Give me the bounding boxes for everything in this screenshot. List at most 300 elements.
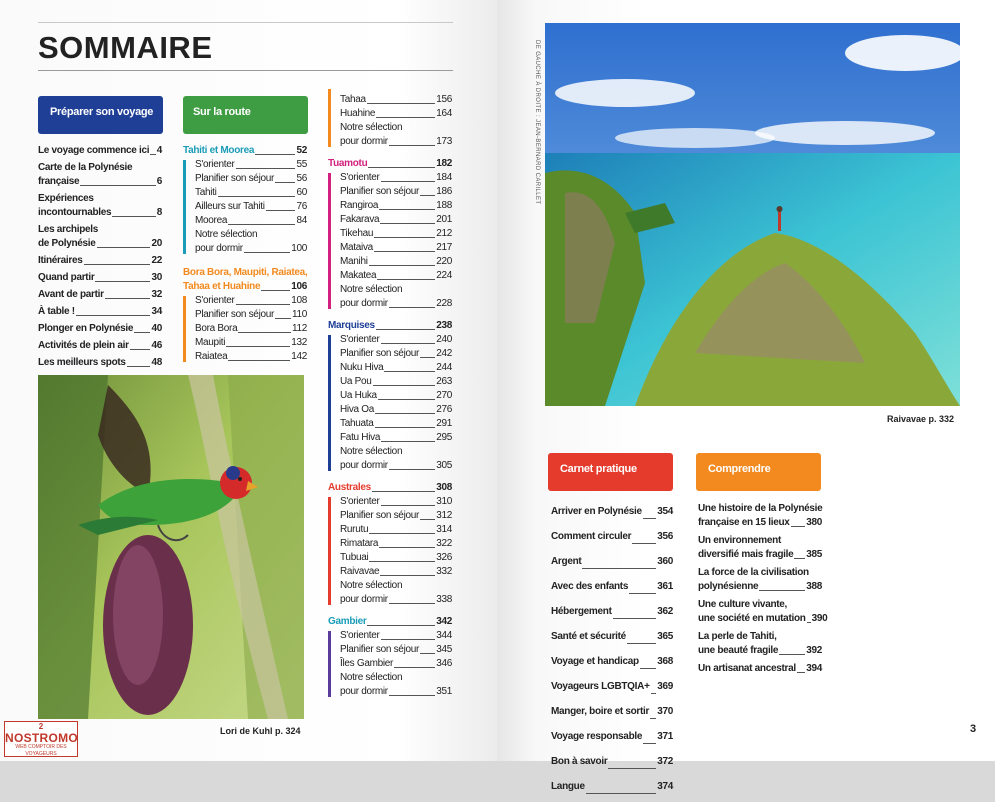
toc-entry-page: 388 (806, 581, 822, 592)
toc-entry-label: Ua Huka (340, 390, 377, 401)
toc-entry[interactable] (698, 502, 822, 530)
toc-group (328, 615, 452, 699)
toc-entry-page: 345 (436, 644, 452, 655)
toc-entry-label: Notre sélection (340, 580, 403, 591)
toc-entry-label: Voyage responsable (551, 731, 643, 742)
toc-entry-row (195, 308, 307, 322)
toc-entry-label: Quand partir (38, 272, 95, 283)
toc-entry-page: 228 (436, 298, 452, 309)
toc-entry[interactable] (195, 186, 307, 200)
toc-entry[interactable] (340, 403, 452, 417)
toc-entry[interactable] (551, 577, 673, 597)
leader-dots (379, 547, 435, 548)
toc-entry[interactable] (38, 288, 162, 302)
leader-dots (608, 768, 656, 769)
toc-entry-row (340, 495, 452, 509)
toc-entry-label: Planifier son séjour (340, 510, 420, 521)
toc-entry-label: Une culture vivante, (698, 599, 788, 610)
toc-entry-label: Rangiroa (340, 200, 379, 211)
group-title-row[interactable] (328, 319, 452, 333)
toc-entry-page: 188 (436, 200, 452, 211)
toc-entry[interactable] (551, 502, 673, 522)
toc-entry-page: 22 (151, 255, 162, 266)
toc-entry[interactable] (38, 144, 162, 158)
toc-entry-page: 217 (436, 242, 452, 253)
toc-entry-label: Raivavae (340, 566, 380, 577)
toc-entry-label: Tahuata (340, 418, 374, 429)
leader-dots (112, 216, 155, 217)
toc-entry-row (698, 612, 828, 626)
toc-entry-row (340, 537, 452, 551)
group-title-label: Tahaa et Huahine (183, 281, 261, 292)
toc-entry[interactable] (698, 662, 822, 676)
leader-dots (105, 298, 151, 299)
toc-entry[interactable] (38, 322, 162, 336)
leader-dots (389, 307, 435, 308)
toc-entry[interactable] (195, 350, 307, 364)
group-items (183, 158, 307, 256)
toc-entry-page: 346 (436, 658, 452, 669)
group-title-label: Marquises (328, 320, 375, 331)
toc-entry-page: 291 (436, 418, 452, 429)
toc-entry-page: 394 (806, 663, 822, 674)
toc-entry-page: 244 (436, 362, 452, 373)
leader-dots (261, 290, 290, 291)
group-title: Bora Bora, Maupiti, Raiatea, (183, 267, 308, 278)
group-title-page: 238 (436, 320, 452, 331)
toc-entry-label: Moorea (195, 215, 228, 226)
toc-entry-label: Tahiti (195, 187, 217, 198)
toc-entry-page: 356 (657, 531, 673, 542)
toc-entry-row (340, 685, 452, 699)
page-title: SOMMAIRE (38, 30, 213, 65)
toc-entry[interactable] (340, 565, 452, 579)
parrot-illustration (38, 375, 304, 719)
toc-entry-page: 84 (296, 215, 307, 226)
toc-entry-page: 310 (436, 496, 452, 507)
photo-raivavae (545, 23, 960, 406)
toc-entry-row (698, 580, 822, 594)
toc-entry-label-line2: française en 15 lieux (698, 517, 790, 528)
toc-entry[interactable] (340, 417, 452, 431)
toc-entry-row (340, 509, 452, 523)
leader-dots (275, 318, 291, 319)
page-number: 3 (970, 723, 977, 735)
toc-entry[interactable] (340, 389, 452, 403)
top-rule (38, 22, 453, 23)
leader-dots (651, 693, 657, 694)
section-header-sur-la-route: Sur la route (183, 96, 308, 134)
toc-entry-label: Huahine (340, 108, 376, 119)
toc-entry-label: Langue (551, 781, 585, 792)
toc-entry[interactable] (195, 158, 307, 172)
toc-entry-label: Notre sélection (340, 446, 403, 457)
leader-dots (794, 558, 805, 559)
group-title-row[interactable] (328, 157, 452, 171)
toc-entry-row (551, 652, 673, 672)
group-title-row[interactable] (183, 144, 307, 158)
toc-entry-label: À table ! (38, 306, 75, 317)
toc-entry-row (551, 527, 673, 547)
toc-entry[interactable] (551, 602, 673, 622)
leader-dots (394, 667, 435, 668)
toc-entry-label: Santé et sécurité (551, 631, 626, 642)
toc-entry[interactable] (38, 223, 162, 251)
toc-entry-page: 361 (657, 581, 673, 592)
group-color-bar (328, 335, 331, 471)
toc-entry-page: 76 (296, 201, 307, 212)
toc-entry-row (340, 227, 452, 241)
group-color-bar (183, 160, 186, 254)
toc-entry-page: 314 (436, 524, 452, 535)
toc-entry-page: 360 (657, 556, 673, 567)
toc-entry-row (38, 254, 162, 268)
toc-entry-label-line2: de Polynésie (38, 238, 96, 249)
toc-entry-row (340, 241, 452, 255)
toc-entry[interactable] (340, 537, 452, 551)
toc-entry[interactable] (340, 361, 452, 375)
toc-entry-row (195, 336, 307, 350)
toc-entry-label: S'orienter (340, 630, 380, 641)
leader-dots (381, 441, 435, 442)
toc-entry-label: Comment circuler (551, 531, 632, 542)
toc-entry[interactable] (195, 228, 307, 256)
toc-entry-page: 370 (657, 706, 673, 717)
toc-entry-row (340, 297, 452, 311)
leader-dots (384, 371, 435, 372)
toc-group (183, 144, 307, 256)
toc-entry[interactable] (38, 339, 162, 353)
toc-entry[interactable] (340, 375, 452, 389)
toc-entry-row (551, 677, 673, 697)
leader-dots (134, 332, 150, 333)
leader-dots (375, 427, 436, 428)
toc-entry-label-line2: incontournables (38, 207, 112, 218)
toc-entry-page: 30 (151, 272, 162, 283)
toc-entry-label-line2: polynésienne (698, 581, 759, 592)
toc-entry-row (38, 339, 162, 353)
leader-dots (389, 603, 435, 604)
group-items-continued (328, 93, 452, 149)
toc-entry-page: 305 (436, 460, 452, 471)
toc-entry-page: 344 (436, 630, 452, 641)
toc-entry-page: 369 (657, 681, 673, 692)
toc-entry-label: Planifier son séjour (340, 644, 420, 655)
toc-entry-page: 40 (151, 323, 162, 334)
group-title-page: 106 (291, 281, 307, 292)
group-title-page: 52 (296, 145, 307, 156)
toc-entry-label: Les archipels (38, 224, 99, 235)
toc-entry-page: 132 (291, 337, 307, 348)
toc-entry-label: Ailleurs sur Tahiti (195, 201, 265, 212)
leader-dots (420, 357, 435, 358)
leader-dots (369, 265, 436, 266)
toc-entry-row (551, 702, 673, 722)
section-header-comprendre: Comprendre (696, 453, 821, 491)
toc-entry[interactable] (340, 551, 452, 565)
toc-entry-label: Bora Bora (195, 323, 238, 334)
group-items (328, 333, 452, 473)
toc-entry-label-line2: pour dormir (195, 243, 243, 254)
toc-entry[interactable] (551, 627, 673, 647)
leader-dots (374, 237, 435, 238)
group-title-row[interactable] (183, 280, 307, 294)
toc-entry-label: Avant de partir (38, 289, 104, 300)
toc-entry[interactable] (551, 552, 673, 572)
toc-entry[interactable] (340, 579, 452, 607)
toc-entry-page: 270 (436, 390, 452, 401)
toc-entry-row (38, 144, 162, 158)
toc-entry-label-line2: pour dormir (340, 460, 388, 471)
toc-entry[interactable] (698, 534, 822, 562)
toc-entry[interactable] (551, 752, 673, 772)
toc-entry-row (340, 185, 452, 199)
toc-entry-page: 332 (436, 566, 452, 577)
toc-entry-row (195, 158, 307, 172)
toc-entry[interactable] (340, 227, 452, 241)
toc-entry-page: 368 (657, 656, 673, 667)
toc-entry-page: 6 (156, 176, 162, 187)
toc-entry-row (195, 322, 307, 336)
toc-entry[interactable] (340, 509, 452, 523)
toc-entry-page: 4 (156, 145, 162, 156)
toc-entry-row (340, 333, 452, 347)
leader-dots (643, 743, 656, 744)
leader-dots (613, 618, 657, 619)
toc-entry-page: 380 (806, 517, 822, 528)
toc-entry-row (340, 593, 452, 607)
group-title-row[interactable] (328, 481, 452, 495)
toc-entry-label: Un artisanat ancestral (698, 663, 796, 674)
toc-entry[interactable] (195, 214, 307, 228)
leader-dots (420, 519, 435, 520)
title-rule (38, 70, 453, 71)
leader-dots (378, 399, 435, 400)
toc-entry-row (195, 172, 307, 186)
toc-entry-label: Bon à savoir (551, 756, 608, 767)
toc-entry[interactable] (340, 283, 452, 311)
toc-entry-label: Tahaa (340, 94, 366, 105)
nostromo-logo: 2 NOSTROMO WEB COMPTOIR DES VOYAGEURS (5, 722, 79, 757)
toc-entry-row (38, 356, 162, 370)
toc-entry[interactable] (698, 598, 828, 626)
toc-entry-row (340, 269, 452, 283)
toc-entry[interactable] (340, 241, 452, 255)
toc-entry[interactable] (340, 255, 452, 269)
toc-entry-label: Carte de la Polynésie (38, 162, 133, 173)
toc-entry[interactable] (698, 566, 822, 594)
leader-dots (791, 526, 806, 527)
leader-dots (226, 346, 290, 347)
leader-dots (97, 247, 151, 248)
toc-entry[interactable] (340, 523, 452, 537)
toc-entry-row (551, 502, 673, 522)
toc-entry-label: Mataiva (340, 242, 373, 253)
section-header-preparer: Préparer son voyage (38, 96, 163, 134)
toc-entry-page: 100 (291, 243, 307, 254)
toc-entry-row (340, 551, 452, 565)
toc-entry-row (38, 206, 162, 220)
toc-entry[interactable] (195, 308, 307, 322)
toc-entry-page: 60 (296, 187, 307, 198)
group-title-page: 308 (436, 482, 452, 493)
island-landscape (545, 23, 960, 406)
toc-entry-label: Rurutu (340, 524, 369, 535)
toc-entry-label: Itinéraires (38, 255, 83, 266)
toc-entry[interactable] (38, 305, 162, 319)
leader-dots (650, 718, 656, 719)
toc-entry-row (551, 752, 673, 772)
toc-entry[interactable] (340, 347, 452, 361)
toc-entry[interactable] (551, 702, 673, 722)
toc-entry-row (340, 629, 452, 643)
group-color-bar (328, 89, 331, 147)
leader-dots (218, 196, 296, 197)
toc-entry[interactable] (340, 495, 452, 509)
leader-dots (76, 315, 151, 316)
toc-entry-page: 372 (657, 756, 673, 767)
leader-dots (379, 209, 435, 210)
toc-entry[interactable] (551, 527, 673, 547)
group-title-label: Australes (328, 482, 371, 493)
toc-entry-page: 365 (657, 631, 673, 642)
toc-entry-row (340, 389, 452, 403)
toc-entry-page: 142 (291, 351, 307, 362)
toc-entry[interactable] (38, 356, 162, 370)
toc-entry-row (698, 548, 822, 562)
toc-entry-row (340, 403, 452, 417)
toc-entry-page: 108 (291, 295, 307, 306)
toc-entry[interactable] (195, 336, 307, 350)
toc-entry-label: Une histoire de la Polynésie (698, 503, 823, 514)
toc-entry-label-line2: pour dormir (340, 686, 388, 697)
leader-dots (632, 543, 656, 544)
leader-dots (807, 622, 811, 623)
leader-dots (80, 185, 156, 186)
toc-entry[interactable] (340, 629, 452, 643)
toc-entry-row (698, 516, 822, 530)
toc-entry-page: 186 (436, 186, 452, 197)
toc-entry-page: 392 (806, 645, 822, 656)
toc-entry[interactable] (551, 652, 673, 672)
toc-entry[interactable] (340, 199, 452, 213)
toc-entry-row (340, 565, 452, 579)
toc-entry-page: 46 (151, 340, 162, 351)
toc-entry-label: Manger, boire et sortir (551, 706, 650, 717)
toc-entry-label: Tubuai (340, 552, 369, 563)
group-color-bar (183, 296, 186, 362)
toc-entry-page: 390 (811, 613, 828, 624)
toc-entry-row (340, 93, 452, 107)
toc-group (328, 319, 452, 473)
toc-entry[interactable] (38, 271, 162, 285)
toc-entry-label: S'orienter (340, 172, 380, 183)
toc-entry-label: Manihi (340, 256, 368, 267)
leader-dots (389, 695, 435, 696)
toc-entry-page: 201 (436, 214, 452, 225)
leader-dots (420, 653, 435, 654)
toc-entry[interactable] (340, 671, 452, 699)
toc-entry-row (698, 644, 822, 658)
toc-entry[interactable] (340, 107, 452, 121)
leader-dots (640, 668, 656, 669)
toc-entry-page: 362 (657, 606, 673, 617)
toc-entry[interactable] (340, 213, 452, 227)
toc-entry[interactable] (340, 657, 452, 671)
toc-entry[interactable] (195, 294, 307, 308)
toc-entry[interactable] (340, 93, 452, 107)
toc-entry-label: Planifier son séjour (340, 348, 420, 359)
toc-entry-label: La force de la civilisation (698, 567, 809, 578)
toc-entry[interactable] (340, 333, 452, 347)
toc-entry-row (340, 431, 452, 445)
toc-entry-row (340, 171, 452, 185)
toc-entry-label: Arriver en Polynésie (551, 506, 642, 517)
toc-entry-label: Hébergement (551, 606, 612, 617)
toc-entry-page: 184 (436, 172, 452, 183)
leader-dots (369, 561, 435, 562)
toc-entry[interactable] (340, 121, 452, 149)
toc-entry[interactable] (551, 777, 673, 797)
toc-column-sur-la-route (183, 144, 307, 364)
toc-column-comprendre (698, 502, 828, 680)
toc-entry[interactable] (340, 431, 452, 445)
toc-entry-row (195, 294, 307, 308)
leader-dots (381, 639, 436, 640)
toc-entry-label: Rimatara (340, 538, 379, 549)
leader-dots (380, 223, 435, 224)
leader-dots (374, 251, 435, 252)
leader-dots (389, 145, 435, 146)
toc-entry-row (195, 242, 307, 256)
toc-entry-row (340, 107, 452, 121)
toc-entry-page: 20 (151, 238, 162, 249)
toc-entry[interactable] (195, 322, 307, 336)
toc-entry[interactable] (340, 269, 452, 283)
leader-dots (381, 505, 436, 506)
toc-entry[interactable] (195, 172, 307, 186)
toc-entry[interactable] (38, 254, 162, 268)
leader-dots (369, 533, 435, 534)
leader-dots (266, 210, 296, 211)
toc-entry-page: 371 (657, 731, 673, 742)
leader-dots (582, 568, 656, 569)
toc-entry-page: 312 (436, 510, 452, 521)
toc-column-preparer (38, 144, 162, 373)
toc-entry-page: 48 (151, 357, 162, 368)
toc-entry[interactable] (195, 200, 307, 214)
photo-lori-de-kuhl (38, 375, 304, 719)
toc-entry[interactable] (551, 727, 673, 747)
toc-entry[interactable] (340, 445, 452, 473)
group-title-row[interactable] (328, 615, 452, 629)
leader-dots (779, 654, 805, 655)
leader-dots (380, 575, 435, 576)
toc-entry-label: Voyageurs LGBTQIA+ (551, 681, 650, 692)
toc-entry[interactable] (38, 192, 162, 220)
toc-entry-row (551, 777, 673, 797)
toc-entry[interactable] (698, 630, 822, 658)
toc-entry-row (38, 271, 162, 285)
caption-right-photo: Raivavae p. 332 (887, 414, 955, 424)
toc-entry[interactable] (340, 643, 452, 657)
toc-entry[interactable] (340, 185, 452, 199)
toc-entry-row (340, 657, 452, 671)
toc-entry[interactable] (38, 161, 162, 189)
group-color-bar (328, 631, 331, 697)
toc-entry[interactable] (551, 677, 673, 697)
toc-entry[interactable] (340, 171, 452, 185)
